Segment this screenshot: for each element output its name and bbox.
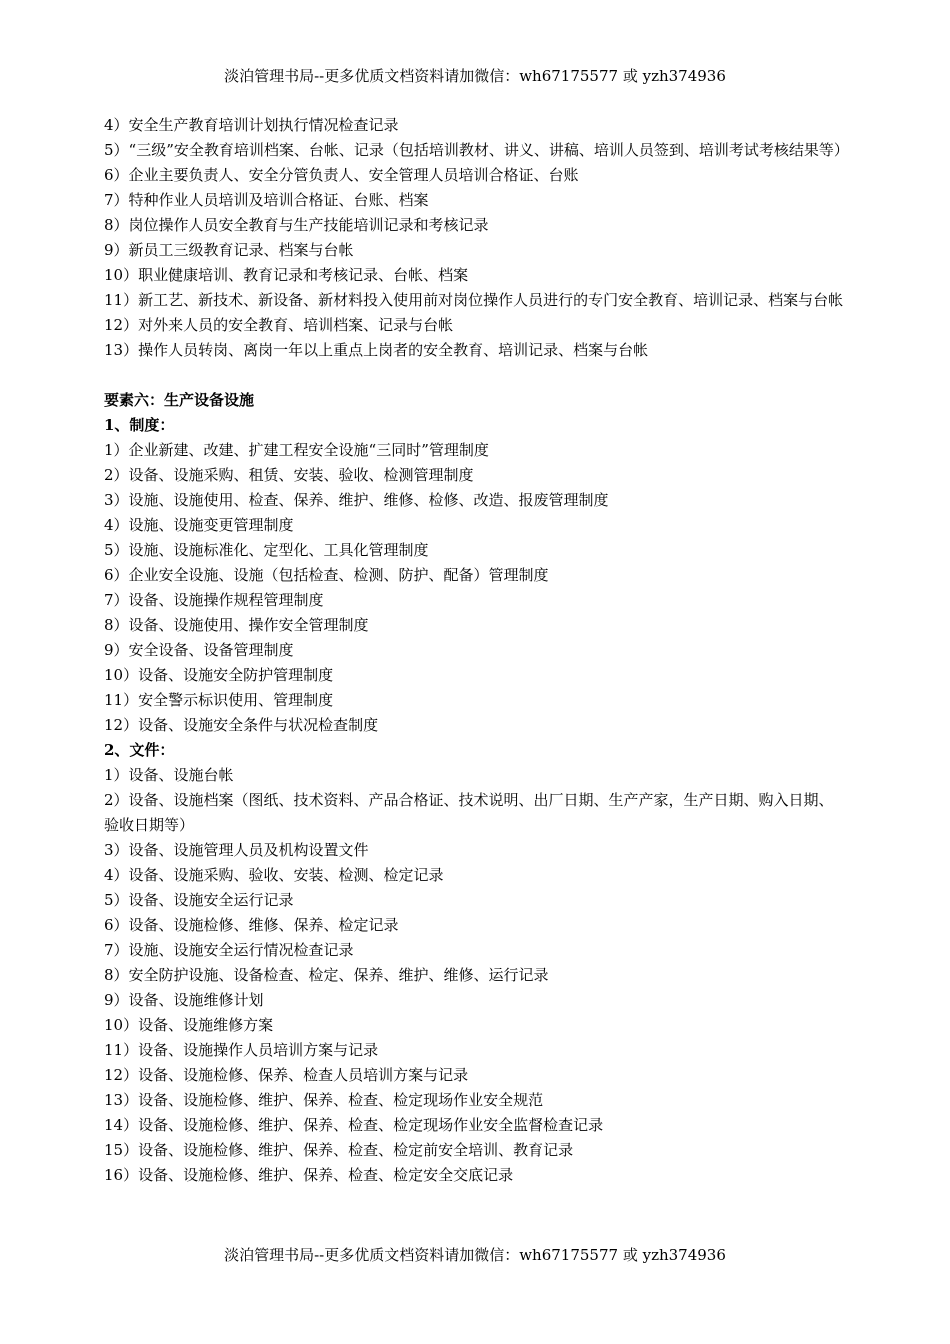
section-title: 要素六：生产设备设施	[104, 391, 255, 409]
list-item: 14）设备、设施检修、维护、保养、检查、检定现场作业安全监督检查记录	[104, 1116, 604, 1134]
list-item: 9）设备、设施维修计划	[104, 991, 264, 1009]
list-item: 8）设备、设施使用、操作安全管理制度	[104, 616, 369, 634]
list-item: 8）岗位操作人员安全教育与生产技能培训记录和考核记录	[104, 216, 489, 234]
list-item: 1）设备、设施台帐	[104, 766, 234, 784]
subsection-heading-system: 1、制度：	[104, 416, 175, 434]
list-item: 12）设备、设施检修、保养、检查人员培训方案与记录	[104, 1066, 469, 1084]
list-item: 3）设施、设施使用、检查、保养、维护、维修、检修、改造、报废管理制度	[104, 491, 609, 509]
list-item: 5）设施、设施标准化、定型化、工具化管理制度	[104, 541, 429, 559]
list-item: 16）设备、设施检修、维护、保养、检查、检定安全交底记录	[104, 1166, 514, 1184]
list-item: 4）设施、设施变更管理制度	[104, 516, 294, 534]
subsection-heading-files: 2、文件：	[104, 741, 175, 759]
list-item: 11）新工艺、新技术、新设备、新材料投入使用前对岗位操作人员进行的专门安全教育、培训记录、档案与台帐	[104, 291, 844, 309]
page-header: 淡泊管理书局--更多优质文档资料请加微信：wh67175577 或 yzh374936	[224, 67, 726, 85]
list-item: 10）设备、设施安全防护管理制度	[104, 666, 334, 684]
list-item: 9）安全设备、设备管理制度	[104, 641, 294, 659]
list-item: 8）安全防护设施、设备检查、检定、保养、维护、维修、运行记录	[104, 966, 549, 984]
list-item: 12）对外来人员的安全教育、培训档案、记录与台帐	[104, 316, 454, 334]
list-item: 3）设备、设施管理人员及机构设置文件	[104, 841, 369, 859]
list-item: 11）设备、设施操作人员培训方案与记录	[104, 1041, 379, 1059]
list-item: 7）特种作业人员培训及培训合格证、台账、档案	[104, 191, 429, 209]
list-item: 1）企业新建、改建、扩建工程安全设施“三同时”管理制度	[104, 441, 489, 459]
list-item: 12）设备、设施安全条件与状况检查制度	[104, 716, 379, 734]
list-item: 5）“三级”安全教育培训档案、台帐、记录（包括培训教材、讲义、讲稿、培训人员签到、培训考试考核结果等）	[104, 141, 849, 159]
list-item: 11）安全警示标识使用、管理制度	[104, 691, 334, 709]
list-item: 2）设备、设施采购、租赁、安装、验收、检测管理制度	[104, 466, 474, 484]
list-item: 4）设备、设施采购、验收、安装、检测、检定记录	[104, 866, 444, 884]
list-item: 15）设备、设施检修、维护、保养、检查、检定前安全培训、教育记录	[104, 1141, 574, 1159]
document-body	[104, 113, 849, 1188]
spacer	[104, 363, 846, 388]
list-item: 2）设备、设施档案（图纸、技术资料、产品合格证、技术说明、出厂日期、生产产家，生产日期、购入日期、验收日期等）	[104, 791, 834, 834]
list-item: 13）设备、设施检修、维护、保养、检查、检定现场作业安全规范	[104, 1091, 544, 1109]
list-item: 9）新员工三级教育记录、档案与台帐	[104, 241, 354, 259]
list-item: 4）安全生产教育培训计划执行情况检查记录	[104, 116, 399, 134]
page-footer: 淡泊管理书局--更多优质文档资料请加微信：wh67175577 或 yzh374936	[224, 1246, 726, 1264]
list-item: 13）操作人员转岗、离岗一年以上重点上岗者的安全教育、培训记录、档案与台帐	[104, 341, 649, 359]
list-item: 10）职业健康培训、教育记录和考核记录、台帐、档案	[104, 266, 469, 284]
list-item: 5）设备、设施安全运行记录	[104, 891, 294, 909]
list-item: 7）设施、设施安全运行情况检查记录	[104, 941, 354, 959]
list-item: 6）企业主要负责人、安全分管负责人、安全管理人员培训合格证、台账	[104, 166, 579, 184]
list-item: 6）设备、设施检修、维修、保养、检定记录	[104, 916, 399, 934]
list-item: 6）企业安全设施、设施（包括检查、检测、防护、配备）管理制度	[104, 566, 549, 584]
list-item: 7）设备、设施操作规程管理制度	[104, 591, 324, 609]
list-item: 10）设备、设施维修方案	[104, 1016, 274, 1034]
